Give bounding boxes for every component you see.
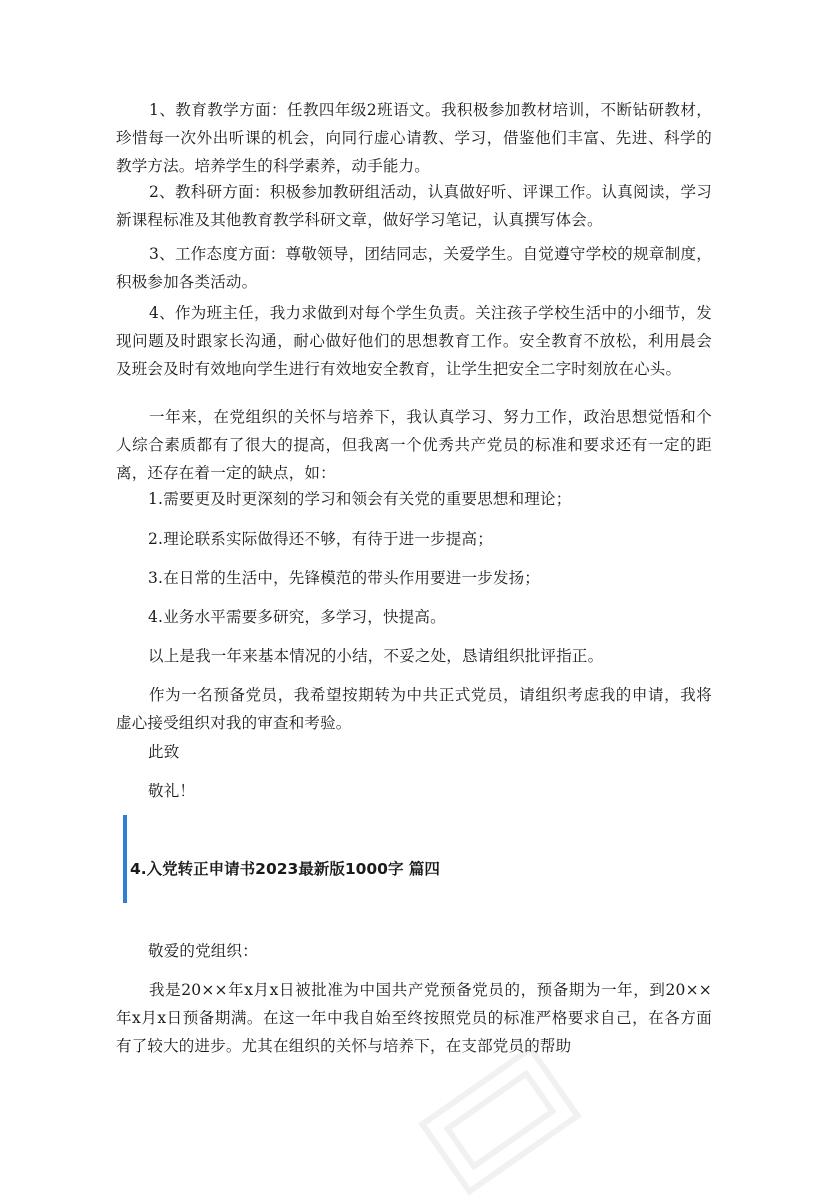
salutation: 敬爱的党组织： bbox=[148, 942, 258, 960]
list-item: 2.理论联系实际做得还不够，有待于进一步提高； bbox=[148, 530, 493, 548]
closing-phrase: 此致 bbox=[148, 743, 180, 761]
list-item: 3.在日常的生活中，先锋模范的带头作用要进一步发扬； bbox=[148, 569, 540, 587]
heading-accent-bar bbox=[123, 815, 127, 903]
paragraph-request: 作为一名预备党员，我希望按期转为中共正式党员，请组织考虑我的申请，我将虚心接受组织对我的审查和考验。 bbox=[116, 686, 712, 732]
paragraph-closing: 以上是我一年来基本情况的小结，不妥之处，恳请组织批评指正。 bbox=[148, 647, 604, 665]
paragraph-intro: 我是20××年x月x日被批准为中国共产党预备党员的，预备期为一年，到20××年x月x日预备期满。在这一年中我自始至终按照党员的标准严格要求自己，在各方面有了较大的进步。尤其在组织的关怀与培养下，在支部党员的帮助 bbox=[116, 981, 712, 1055]
section-heading: 4.入党转正申请书2023最新版1000字 篇四 bbox=[130, 860, 440, 878]
list-item: 4.业务水平需要多研究，多学习，快提高。 bbox=[148, 608, 446, 626]
paragraph-class-teacher: 4、作为班主任，我力求做到对每个学生负责。关注孩子学校生活中的小细节，发现问题及时跟家长沟通，耐心做好他们的思想教育工作。安全教育不放松，利用晨会及班会及时有效地向学生进行有效地安全教育，让学生把安全二字时刻放在心头。 bbox=[116, 304, 712, 378]
paragraph-teaching: 1、教育教学方面：任教四年级2班语文。我积极参加教材培训，不断钻研教材，珍惜每一次外出听课的机会，向同行虚心请教、学习，借鉴他们丰富、先进、科学的教学方法。培养学生的科学素养，动手能力。 bbox=[116, 101, 712, 175]
paragraph-summary: 一年来，在党组织的关怀与培养下，我认真学习、努力工作，政治思想觉悟和个人综合素质都有了很大的提高，但我离一个优秀共产党员的标准和要求还有一定的距离，还存在着一定的缺点，如： bbox=[116, 408, 712, 482]
paragraph-research: 2、教科研方面：积极参加教研组活动，认真做好听、评课工作。认真阅读，学习新课程标准及其他教育教学科研文章，做好学习笔记，认真撰写体会。 bbox=[116, 183, 712, 229]
closing-salute: 敬礼！ bbox=[148, 782, 196, 800]
paragraph-attitude: 3、工作态度方面：尊敬领导，团结同志，关爱学生。自觉遵守学校的规章制度，积极参加各类活动。 bbox=[116, 245, 712, 291]
list-item: 1.需要更及时更深刻的学习和领会有关党的重要思想和理论； bbox=[148, 490, 572, 508]
